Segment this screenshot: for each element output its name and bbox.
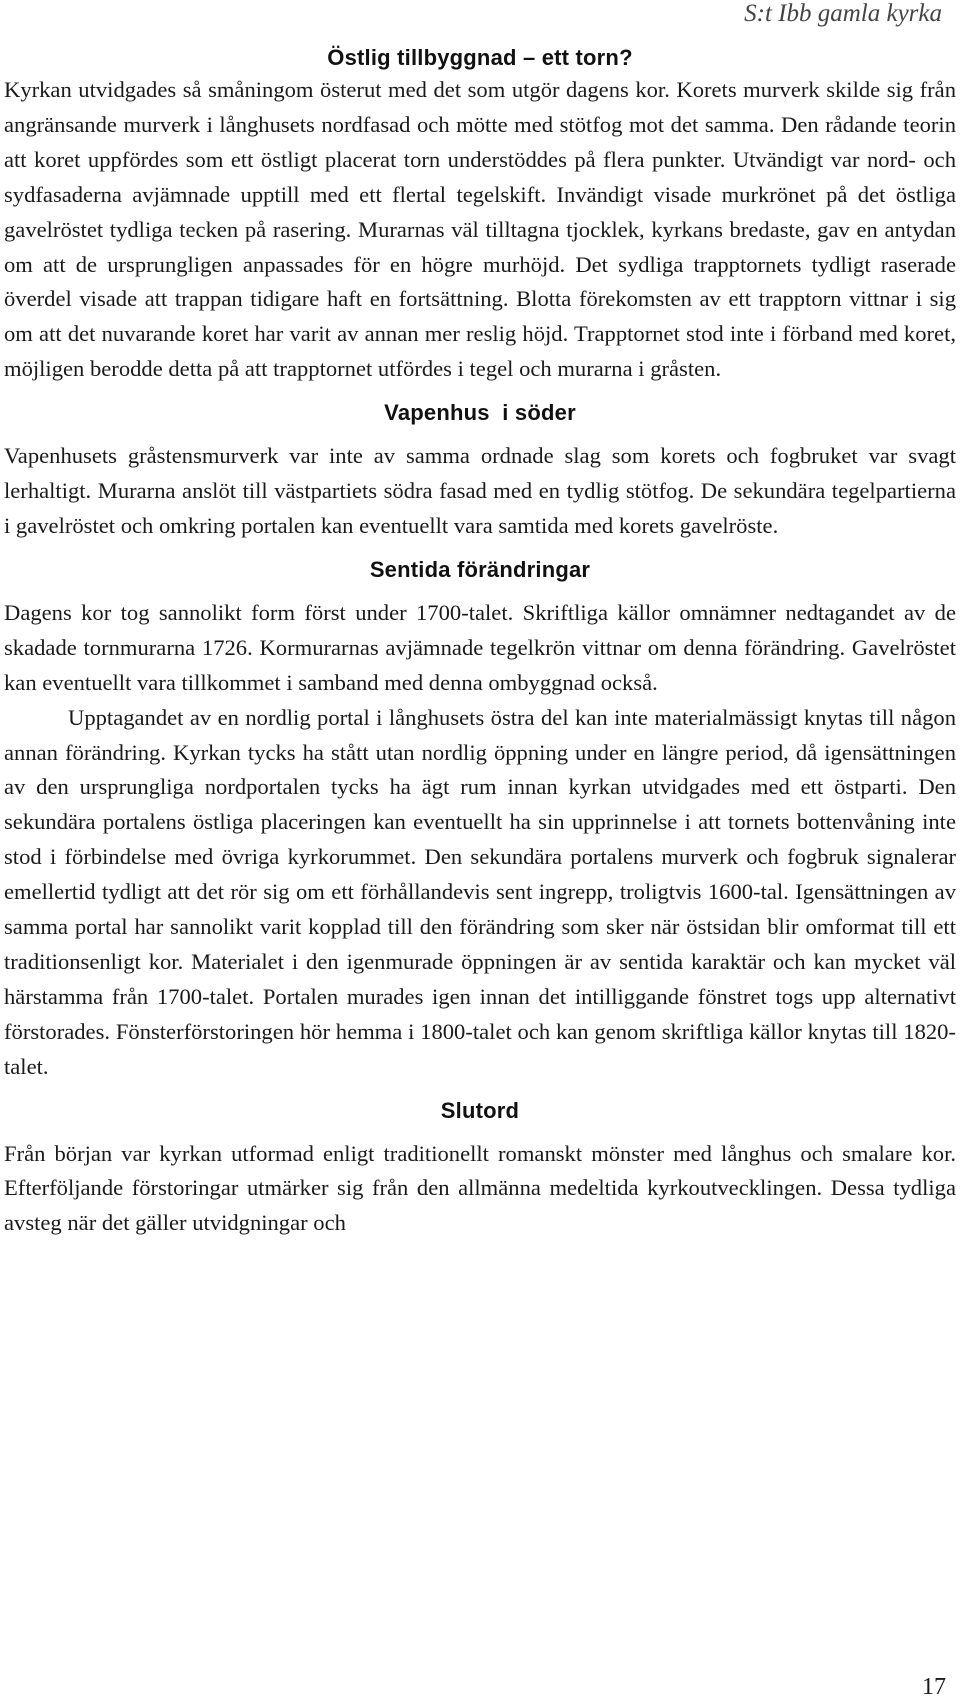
section-heading: Slutord xyxy=(440,1097,520,1123)
section-heading: Sentida förändringar xyxy=(369,556,591,582)
paragraph: Upptagandet av en nordlig portal i långhusets östra del kan inte materialmässigt knytas till någon annan förändring. Kyrkan tycks ha stått utan nordlig öppning under en längre period, då igensättningen av den ursprungliga nordportalen tycks ha ägt rum innan kyrkan utvidgades med ett östparti. Den sekundära portalens östliga placeringen kan eventuellt ha sin upprinnelse i att tornets bottenvåning inte stod i förbindelse med övriga kyrkorummet. Den sekundära portalens murverk och fogbruk signalerar emellertid tydligt att det rör sig om ett förhållandevis sent ingrepp, troligtvis 1600-tal. Igensättningen av samma portal har sannolikt varit kopplad till den förändring som sker när östsidan blir omformat till ett traditionsenligt kor. Materialet i den igenmurade öppningen är av sentida karaktär och kan mycket väl härstamma från 1700-talet. Portalen murades igen innan det intilliggande fönstret togs upp alternativt förstorades. Fönsterförstoringen hör hemma i 1800-talet och kan genom skriftliga källor knytas till 1820-talet. xyxy=(4,704,956,1079)
paragraph: Kyrkan utvidgades så småningom österut med det som utgör dagens kor. Korets murverk skilde sig från angränsande murverk i långhusets nordfasad och mötte med stötfog mot det samma. Den rådande teorin att koret uppfördes som ett östligt placerat torn understöddes på flera punkter. Utvändigt var nord- och sydfasaderna avjämnade upptill med ett flertal tegelskift. Invändigt visade murkrönet på det östliga gavelröstet tydliga tecken på rasering. Murarnas väl tilltagna tjocklek, kyrkans bredaste, gav en antydan om att de ursprungligen anpassades för en högre murhöjd. Det sydliga trapptornets tydligt raserade överdel visade att trappan tidigare haft en fortsättning. Blotta förekomsten av ett trapptorn vittnar i sig om att det nuvarande koret har varit av annan mer reslig höjd. Trapptornet stod inte i förband med koret, möjligen berodde detta på att trapptornet utfördes i tegel och murarna i gråsten. xyxy=(4,77,956,382)
section-heading: Vapenhus i söder xyxy=(384,400,576,426)
section-vapenhus xyxy=(4,387,956,544)
page-body xyxy=(4,42,956,1241)
section-sentida-forandringar xyxy=(4,544,956,1085)
paragraph: Dagens kor tog sannolikt form först under 1700-talet. Skriftliga källor omnämner nedtagandet av de skadade tornmurarna 1726. Kormurarnas avjämnade tegelkrön vittnar om denna förändring. Gavelröstet kan eventuellt vara tillkommet i samband med denna ombyggnad också. xyxy=(4,599,956,695)
section-heading: Östlig tillbyggnad – ett torn? xyxy=(327,45,633,70)
paragraph: Från början var kyrkan utformad enligt traditionellt romanskt mönster med långhus och smalare kor. Efterföljande förstoringar utmärker sig från den allmänna medeltida kyrkoutvecklingen. Dessa tydliga avsteg när det gäller utvidgningar och xyxy=(4,1140,956,1236)
running-header: S:t Ibb gamla kyrka xyxy=(744,0,942,27)
section-ostlig-tillbyggnad xyxy=(4,42,956,387)
section-slutord xyxy=(4,1085,956,1242)
paragraph: Vapenhusets gråstensmurverk var inte av samma ordnade slag som korets och fogbruket var svagt lerhaltigt. Murarna anslöt till västpartiets södra fasad med en tydlig stötfog. De sekundära tegelpartierna i gavelröstet och omkring portalen kan eventuellt vara samtida med korets gavelröste. xyxy=(4,443,956,538)
page-number: 17 xyxy=(922,1674,946,1700)
